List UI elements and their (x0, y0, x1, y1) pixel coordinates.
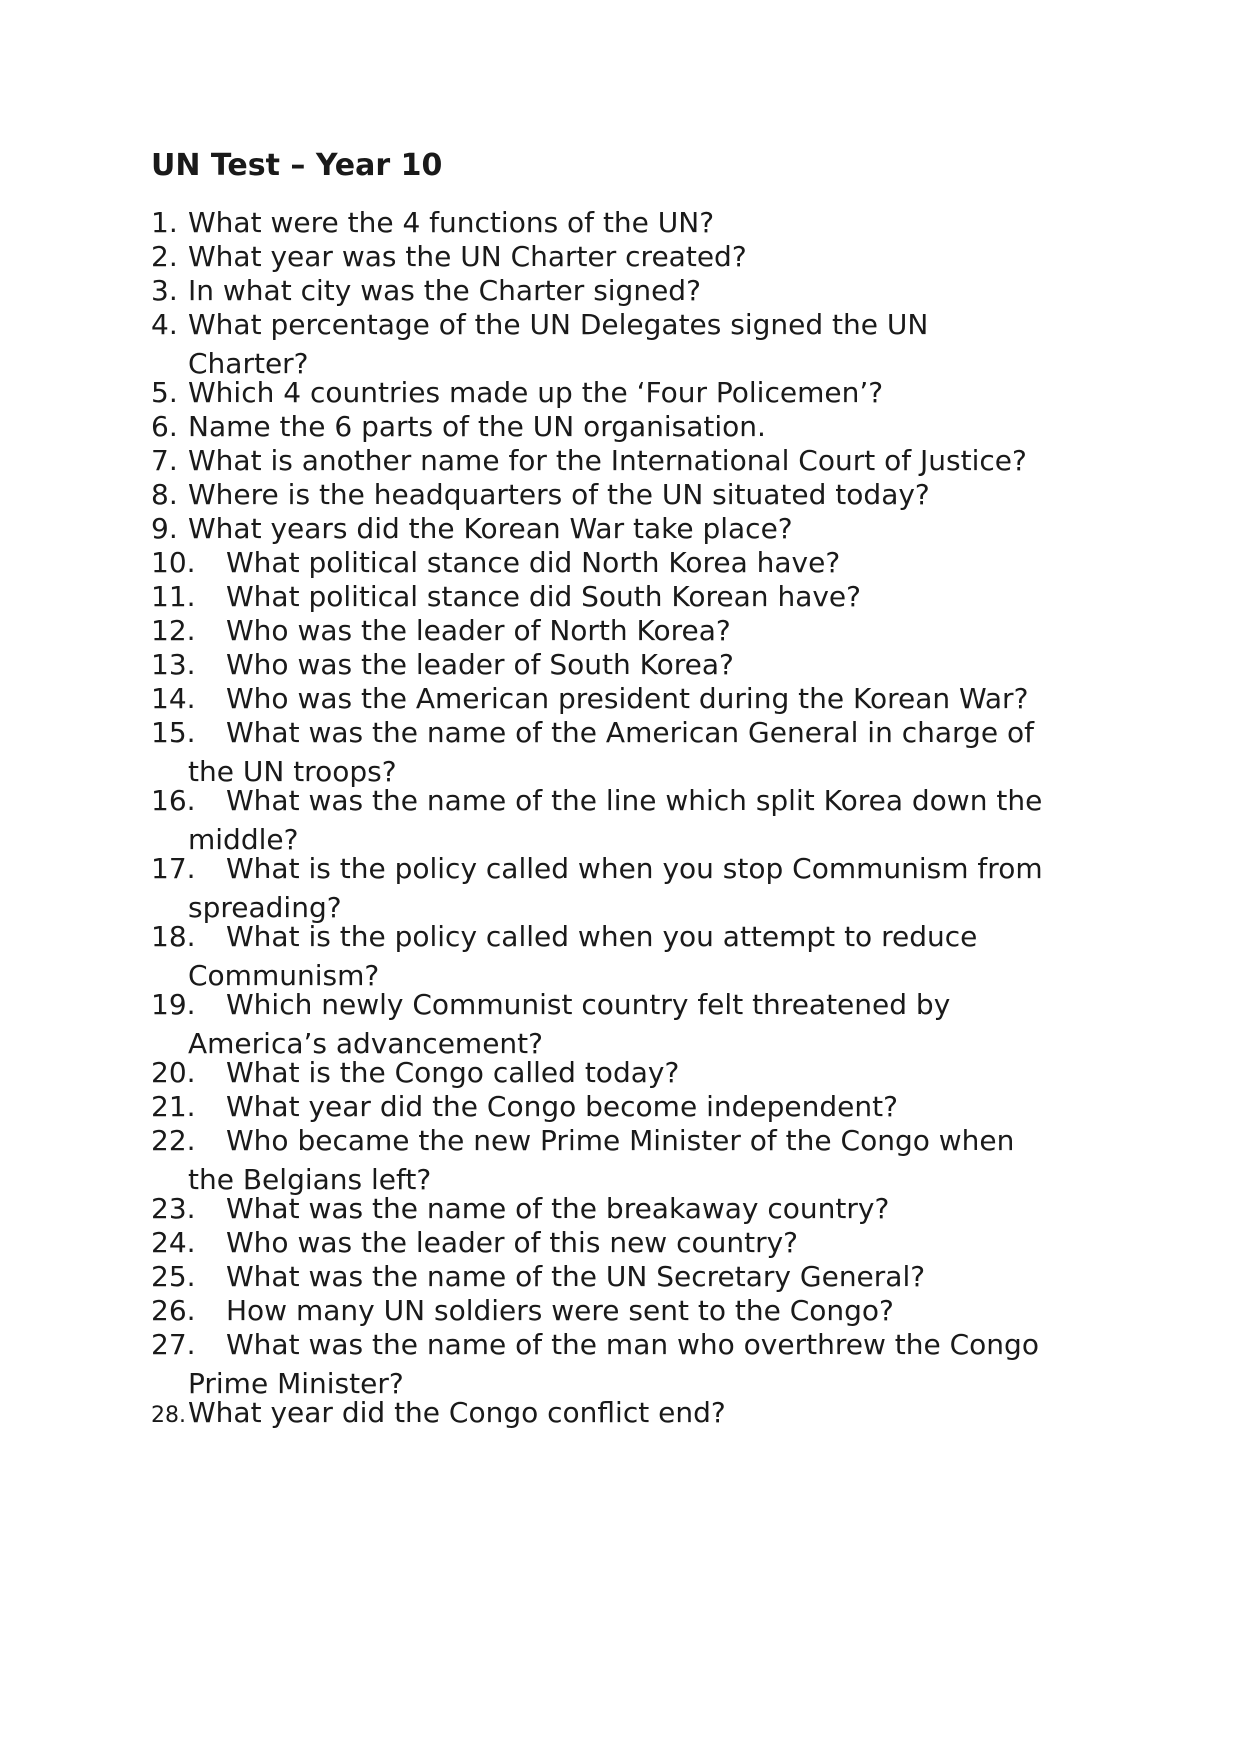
list-item (151, 512, 1111, 546)
list-item (151, 648, 1111, 682)
question-text: What year did the Congo conflict end? (188, 1396, 726, 1429)
question-text: In what city was the Charter signed? (188, 274, 701, 307)
question-text: Name the 6 parts of the UN organisation. (188, 410, 766, 443)
question-text: Which newly Communist country felt threatened by (226, 988, 951, 1021)
question-number: 2. (151, 240, 178, 273)
list-item (151, 546, 1111, 580)
question-number: 28. (151, 1403, 186, 1428)
question-text-continued: America’s advancement? (188, 1027, 544, 1060)
question-text-continued: spreading? (188, 891, 342, 924)
question-number: 27. (151, 1328, 196, 1361)
question-text: What was the name of the man who overthrew the Congo (226, 1328, 1039, 1361)
question-text: Who became the new Prime Minister of the Congo when (226, 1124, 1015, 1157)
list-item (151, 1090, 1111, 1124)
question-number: 4. (151, 308, 178, 341)
list-item (151, 1124, 1111, 1197)
question-text-continued: the UN troops? (188, 755, 397, 788)
question-number: 3. (151, 274, 178, 307)
list-item (151, 478, 1111, 512)
question-text: What is the policy called when you attempt to reduce (226, 920, 978, 953)
question-text: What year did the Congo become independent? (226, 1090, 898, 1123)
list-item (151, 1192, 1111, 1226)
list-item (151, 410, 1111, 444)
list-item (151, 1056, 1111, 1090)
question-text-continued: Communism? (188, 959, 380, 992)
list-item (151, 920, 1111, 993)
question-list (151, 206, 1111, 1433)
question-number: 12. (151, 614, 196, 647)
question-text: What is the Congo called today? (226, 1056, 680, 1089)
question-number: 11. (151, 580, 196, 613)
question-text-continued: middle? (188, 823, 299, 856)
question-number: 23. (151, 1192, 196, 1225)
question-number: 16. (151, 784, 196, 817)
question-text: What was the name of the line which split Korea down the (226, 784, 1043, 817)
question-number: 25. (151, 1260, 196, 1293)
question-number: 1. (151, 206, 178, 239)
list-item (151, 988, 1111, 1061)
question-text: How many UN soldiers were sent to the Congo? (226, 1294, 894, 1327)
list-item (151, 580, 1111, 614)
list-item (151, 240, 1111, 274)
question-text: What was the name of the American General in charge of (226, 716, 1034, 749)
question-text-continued: Charter? (188, 347, 309, 380)
list-item (151, 444, 1111, 478)
question-text: Who was the leader of South Korea? (226, 648, 734, 681)
question-number: 10. (151, 546, 196, 579)
question-text: What political stance did South Korean have? (226, 580, 862, 613)
list-item (151, 784, 1111, 857)
list-item (151, 682, 1111, 716)
question-text: What was the name of the UN Secretary General? (226, 1260, 926, 1293)
question-number: 26. (151, 1294, 196, 1327)
list-item (151, 1328, 1111, 1401)
question-number: 17. (151, 852, 196, 885)
list-item (151, 1294, 1111, 1328)
question-number: 15. (151, 716, 196, 749)
list-item (151, 1260, 1111, 1294)
question-text: What years did the Korean War take place? (188, 512, 793, 545)
question-text: Which 4 countries made up the ‘Four Policemen’? (188, 376, 884, 409)
question-text: Where is the headquarters of the UN situated today? (188, 478, 930, 511)
list-item (151, 1396, 1111, 1433)
list-item (151, 614, 1111, 648)
question-number: 13. (151, 648, 196, 681)
question-number: 8. (151, 478, 178, 511)
question-number: 24. (151, 1226, 196, 1259)
question-text: What is the policy called when you stop Communism from (226, 852, 1043, 885)
question-number: 6. (151, 410, 178, 443)
question-text: What was the name of the breakaway country? (226, 1192, 890, 1225)
question-number: 20. (151, 1056, 196, 1089)
question-number: 14. (151, 682, 196, 715)
question-text: What were the 4 functions of the UN? (188, 206, 715, 239)
question-number: 22. (151, 1124, 196, 1157)
question-number: 19. (151, 988, 196, 1021)
question-text: What political stance did North Korea have? (226, 546, 841, 579)
list-item (151, 206, 1111, 240)
question-text: What year was the UN Charter created? (188, 240, 747, 273)
question-number: 21. (151, 1090, 196, 1123)
question-text: Who was the leader of North Korea? (226, 614, 731, 647)
question-text-continued: the Belgians left? (188, 1163, 432, 1196)
page-title: UN Test – Year 10 (151, 148, 443, 183)
question-text-continued: Prime Minister? (188, 1367, 404, 1400)
question-number: 9. (151, 512, 178, 545)
question-number: 7. (151, 444, 178, 477)
question-text: Who was the leader of this new country? (226, 1226, 799, 1259)
list-item (151, 274, 1111, 308)
question-text: Who was the American president during the Korean War? (226, 682, 1029, 715)
question-text: What percentage of the UN Delegates signed the UN (188, 308, 929, 341)
list-item (151, 308, 1111, 381)
question-number: 5. (151, 376, 178, 409)
list-item (151, 716, 1111, 789)
question-text: What is another name for the International Court of Justice? (188, 444, 1027, 477)
question-number: 18. (151, 920, 196, 953)
list-item (151, 376, 1111, 410)
list-item (151, 1226, 1111, 1260)
list-item (151, 852, 1111, 925)
